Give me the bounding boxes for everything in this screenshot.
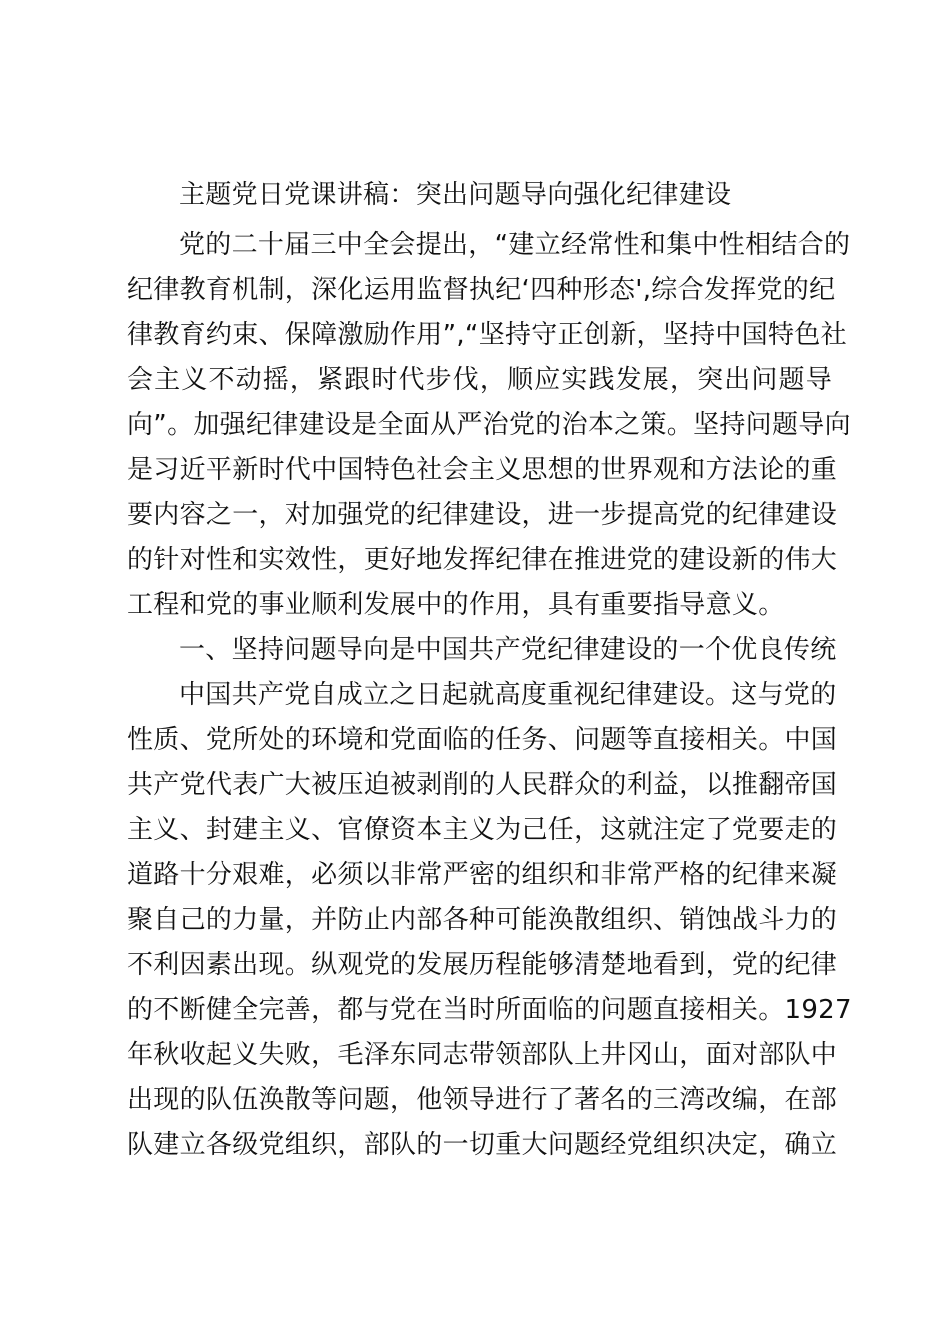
section-heading-text: 一、坚持问题导向是中国共产党纪律建设的一个优良传统 [179,635,837,665]
document-body [127,168,852,1168]
paragraph-line: 工程和党的事业顺利发展中的作用，具有重要指导意义。 [127,590,785,620]
paragraph-line: 的针对性和实效性，更好地发挥纪律在推进党的建设新的伟大 [127,545,838,575]
paragraph-line: 性质、党所处的环境和党面临的任务、问题等直接相关。中国 [127,725,838,755]
paragraph-line: 不利因素出现。纵观党的发展历程能够清楚地看到，党的纪律 [127,950,838,980]
document-title: 主题党日党课讲稿：突出问题导向强化纪律建设 [179,180,732,210]
paragraph-line: 共产党代表广大被压迫被剥削的人民群众的利益，以推翻帝国 [127,770,838,800]
paragraph-line: 聚自己的力量，并防止内部各种可能涣散组织、销蚀战斗力的 [127,905,838,935]
paragraph-line: 年秋收起义失败，毛泽东同志带领部队上井冈山，面对部队中 [127,1040,838,1070]
paragraph-line: 队建立各级党组织，部队的一切重大问题经党组织决定，确立 [127,1130,838,1160]
paragraph-line: 要内容之一，对加强党的纪律建设，进一步提高党的纪律建设 [127,500,838,530]
paragraph-line: 会主义不动摇，紧跟时代步伐，顺应实践发展，突出问题导 [127,365,832,395]
paragraph-line: 向”。加强纪律建设是全面从严治党的治本之策。坚持问题导向 [127,410,851,440]
paragraph-intro [127,223,851,628]
paragraph-line: 道路十分艰难，必须以非常严密的组织和非常严格的纪律来凝 [127,860,838,890]
paragraph-line: 党的二十届三中全会提出，“建立经常性和集中性相结合的 [179,230,851,260]
paragraph-line: 律教育约束、保障激励作用”,“坚持守正创新，坚持中国特色社 [127,320,847,350]
paragraph-line: 是习近平新时代中国特色社会主义思想的世界观和方法论的重 [127,455,838,485]
paragraph-line: 的不断健全完善，都与党在当时所面临的问题直接相关。1927 [127,995,852,1025]
paragraph-line: 主义、封建主义、官僚资本主义为己任，这就注定了党要走的 [127,815,838,845]
paragraph-line: 出现的队伍涣散等问题，他领导进行了著名的三湾改编，在部 [127,1085,838,1115]
paragraph-history [127,673,852,1168]
paragraph-line: 纪律教育机制，深化运用监督执纪‘四种形态',综合发挥党的纪 [127,275,836,305]
section-heading [127,628,837,673]
paragraph-line: 中国共产党自成立之日起就高度重视纪律建设。这与党的 [179,680,837,710]
